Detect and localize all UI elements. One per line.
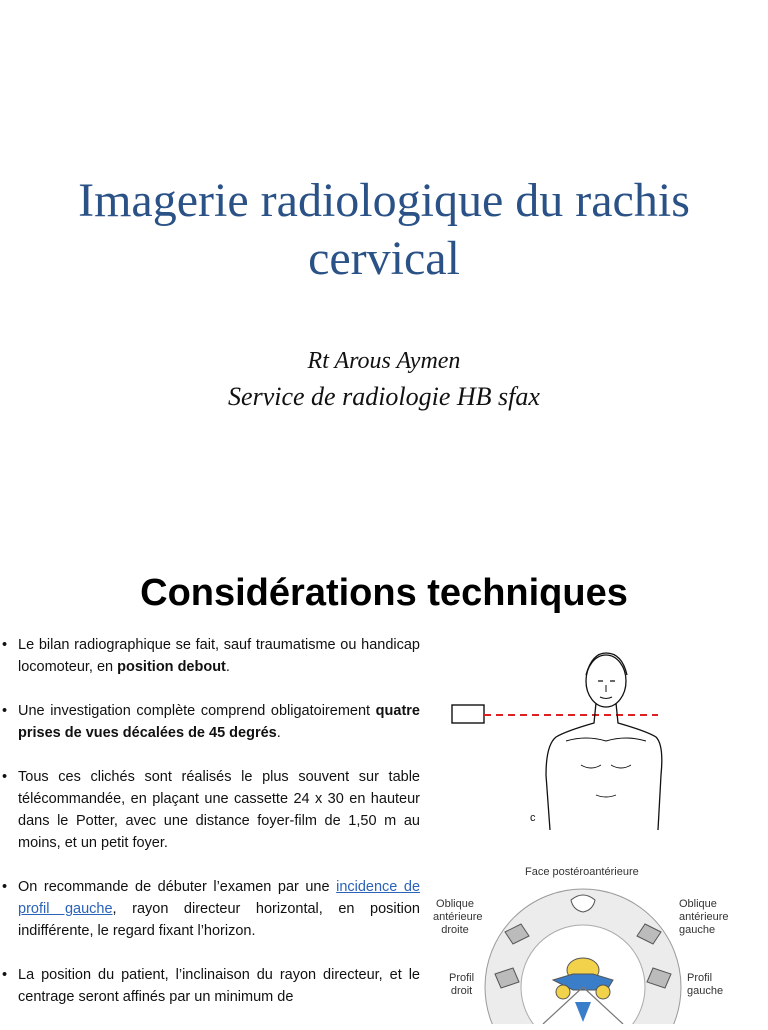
slide-heading: Considérations techniques <box>140 572 628 614</box>
profile-incidence-link[interactable]: incidence de profil gauche <box>18 879 421 917</box>
figure-letter: c <box>530 812 536 824</box>
diagram-label-oad: Oblique antérieure droite <box>433 898 483 936</box>
bullet-list <box>0 634 420 1030</box>
service-name: Service de radiologie HB sfax <box>228 382 540 411</box>
diagram-label-pg: Profil gauche <box>687 972 724 997</box>
diagram-label-pd: Profil droit <box>449 972 475 997</box>
bullet-item: • Le bilan radiographique se fait, sauf traumatisme ou handicap locomoteur, en position debout. <box>0 634 420 678</box>
bullet-item: • La position du patient, l’inclinaison du rayon directeur, et le centrage seront affinés par un minimum de <box>0 964 420 1008</box>
diagram-label-top: Face postéroantérieure <box>525 866 639 878</box>
diagram-label-oag: Oblique antérieure gauche <box>679 898 729 936</box>
presentation-title: Imagerie radiologique du rachis cervical <box>78 174 690 285</box>
bullet-item: • Tous ces clichés sont réalisés le plus souvent sur table télécommandée, en plaçant une cassette 24 x 30 en hauteur dans le Potter, avec une distance foyer-film de 1,50 m au moins, et un petit foyer. <box>0 766 420 854</box>
bullet-item: • On recommande de débuter l’examen par une incidence de profil gauche, rayon directeur horizontal, en position indifférente, le regard fixant l’horizon. <box>0 876 420 942</box>
incidence-diagram <box>425 862 768 1024</box>
author-name: Rt Arous Aymen <box>307 348 461 374</box>
patient-beam-illustration <box>446 645 666 840</box>
bullet-item: • Une investigation complète comprend obligatoirement quatre prises de vues décalées de 45 degrés. <box>0 700 420 744</box>
